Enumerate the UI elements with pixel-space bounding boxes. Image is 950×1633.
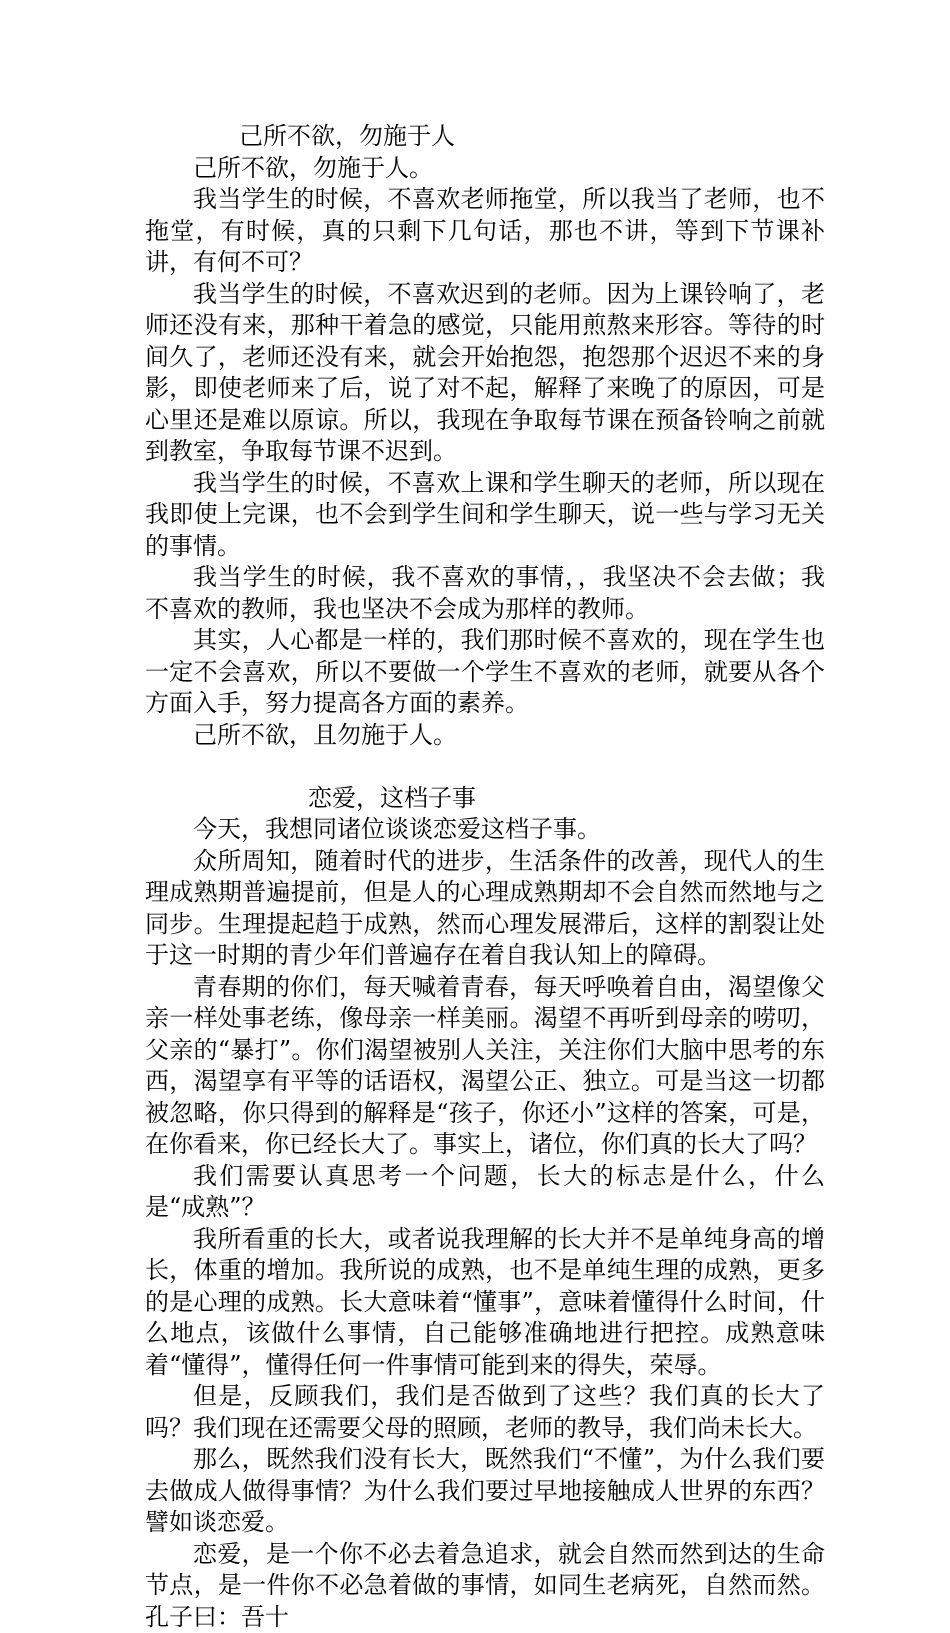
document-body	[145, 121, 825, 1633]
article-title-2: 恋爱，这档子事	[145, 783, 825, 815]
article-title-1: 己所不欲，勿施于人	[145, 121, 825, 153]
paragraph: 那么，既然我们没有长大，既然我们“不懂”，为什么我们要去做成人做得事情？为什么我们要过早地接触成人世界的东西？譬如谈恋爱。	[145, 1444, 825, 1539]
paragraph: 其实，人心都是一样的，我们那时候不喜欢的，现在学生也一定不会喜欢，所以不要做一个学生不喜欢的老师，就要从各个方面入手，努力提高各方面的素养。	[145, 625, 825, 720]
paragraph: 我所看重的长大，或者说我理解的长大并不是单纯身高的增长，体重的增加。我所说的成熟，也不是单纯生理的成熟，更多的是心理的成熟。长大意味着“懂事”，意味着懂得什么时间，什么地点，该做什么事情，自己能够准确地进行把控。成熟意味着“懂得”，懂得任何一件事情可能到来的得失，荣辱。	[145, 1224, 825, 1382]
paragraph: 众所周知，随着时代的进步，生活条件的改善，现代人的生理成熟期普遍提前，但是人的心理成熟期却不会自然而然地与之同步。生理提起趋于成熟，然而心理发展滞后，这样的割裂让处于这一时期的青少年们普遍存在着自我认知上的障碍。	[145, 846, 825, 972]
paragraph: 今天，我想同诸位谈谈恋爱这档子事。	[145, 814, 825, 846]
paragraph: 己所不欲，且勿施于人。	[145, 720, 825, 752]
section-gap	[145, 751, 825, 783]
paragraph: 青春期的你们，每天喊着青春，每天呼唤着自由，渴望像父亲一样处事老练，像母亲一样美丽。渴望不再听到母亲的唠叨，父亲的“暴打”。你们渴望被别人关注，关注你们大脑中思考的东西，渴望享有平等的话语权，渴望公正、独立。可是当这一切都被忽略，你只得到的解释是“孩子，你还小”这样的答案，可是，在你看来，你已经长大了。事实上，诸位，你们真的长大了吗？	[145, 972, 825, 1161]
paragraph: 但是，反顾我们，我们是否做到了这些？我们真的长大了吗？我们现在还需要父母的照顾，老师的教导，我们尚未长大。	[145, 1381, 825, 1444]
paragraph: 恋爱，是一个你不必去着急追求，就会自然而然到达的生命节点，是一件你不必急着做的事情，如同生老病死，自然而然。孔子曰：吾十	[145, 1539, 825, 1633]
paragraph: 我当学生的时候，不喜欢上课和学生聊天的老师，所以现在我即使上完课，也不会到学生间和学生聊天，说一些与学习无关的事情。	[145, 468, 825, 563]
paragraph: 我当学生的时候，我不喜欢的事情，，我坚决不会去做；我不喜欢的教师，我也坚决不会成为那样的教师。	[145, 562, 825, 625]
paragraph: 己所不欲，勿施于人。	[145, 153, 825, 185]
paragraph: 我当学生的时候，不喜欢老师拖堂，所以我当了老师，也不拖堂，有时候，真的只剩下几句话，那也不讲，等到下节课补讲，有何不可？	[145, 184, 825, 279]
paragraph: 我们需要认真思考一个问题，长大的标志是什么，什么是“成熟”？	[145, 1161, 825, 1224]
paragraph: 我当学生的时候，不喜欢迟到的老师。因为上课铃响了，老师还没有来，那种干着急的感觉，只能用煎熬来形容。等待的时间久了，老师还没有来，就会开始抱怨，抱怨那个迟迟不来的身影，即使老师来了后，说了对不起，解释了来晚了的原因，可是心里还是难以原谅。所以，我现在争取每节课在预备铃响之前就到教室，争取每节课不迟到。	[145, 279, 825, 468]
